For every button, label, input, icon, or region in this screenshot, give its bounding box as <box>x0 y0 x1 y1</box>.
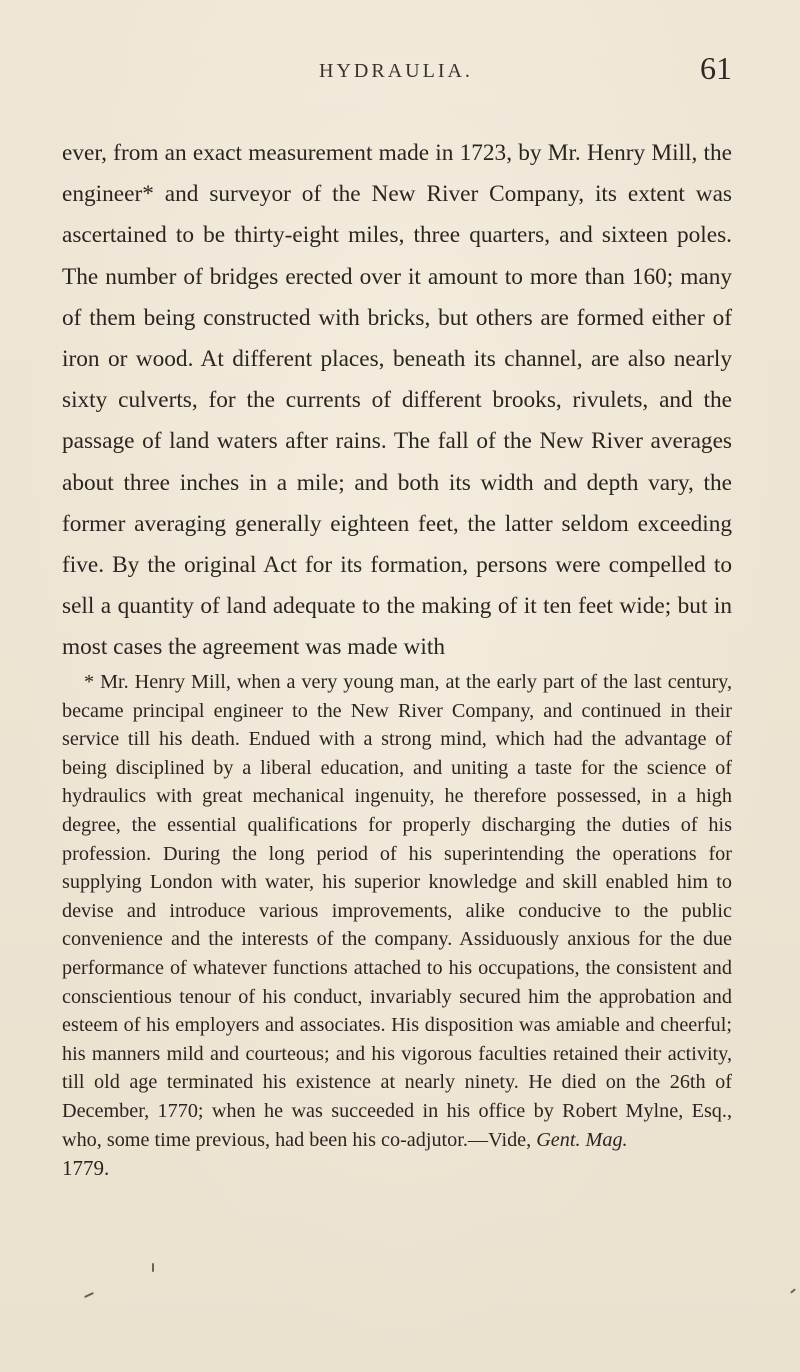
page-number: 61 <box>700 50 732 86</box>
footnote-source: Gent. Mag. <box>536 1128 628 1151</box>
paper-speck <box>790 1288 796 1293</box>
paper-speck <box>84 1292 94 1298</box>
footnote-text: Mr. Henry Mill, when a very young man, at the early part of the last century, became principal engineer to the New River Company, and continued in their service till his death. Endued with a strong mind, which had the advantage of being disciplined by a liberal education, and uniting a taste for the science of hydraulics with great mechanical ingenuity, he therefore possessed, in a high degree, the essential qualifications for properly discharging the duties of his profession. During the long period of his superintending the operations for supplying London with water, his superior knowledge and skill enabled him to devise and introduce various improvements, alike conducive to the public convenience and the interests of the company. Assiduously anxious for the due performance of whatever functions attached to his occupations, the consistent and conscientious tenour of his conduct, invariably secured him the approbation and esteem of his employers and associates. His disposition was amiable and cheerful; his manners mild and courteous; and his vigorous faculties retained their activity, till old age terminated his existence at nearly ninety. He died on the 26th of December, 1770; when he was succeeded in his office by Robert Mylne, Esq., who, some time previous, had been his co-adjutor.—Vide, <box>62 671 732 1151</box>
paper-speck <box>152 1263 154 1272</box>
running-title: HYDRAULIA. <box>319 60 473 82</box>
footnote <box>62 668 732 1184</box>
body-paragraph: ever, from an exact measurement made in 1723, by Mr. Henry Mill, the engineer* and surveyor of the New River Company, its extent was ascertained to be thirty-eight miles, three quarters, and sixteen poles. The number of bridges erected over it amount to more than 160; many of them being constructed with bricks, but others are formed either of iron or wood. At different places, beneath its channel, are also nearly sixty culverts, for the currents of different brooks, rivulets, and the passage of land waters after rains. The fall of the New River averages about three inches in a mile; and both its width and depth vary, the former averaging generally eighteen feet, the latter seldom exceeding five. By the original Act for its formation, persons were compelled to sell a quantity of land adequate to the making of it ten feet wide; but in most cases the agreement was made with <box>62 140 732 661</box>
footnote-marker: * <box>84 671 95 693</box>
running-head <box>60 50 732 90</box>
footnote-year: 1779. <box>62 1156 110 1181</box>
